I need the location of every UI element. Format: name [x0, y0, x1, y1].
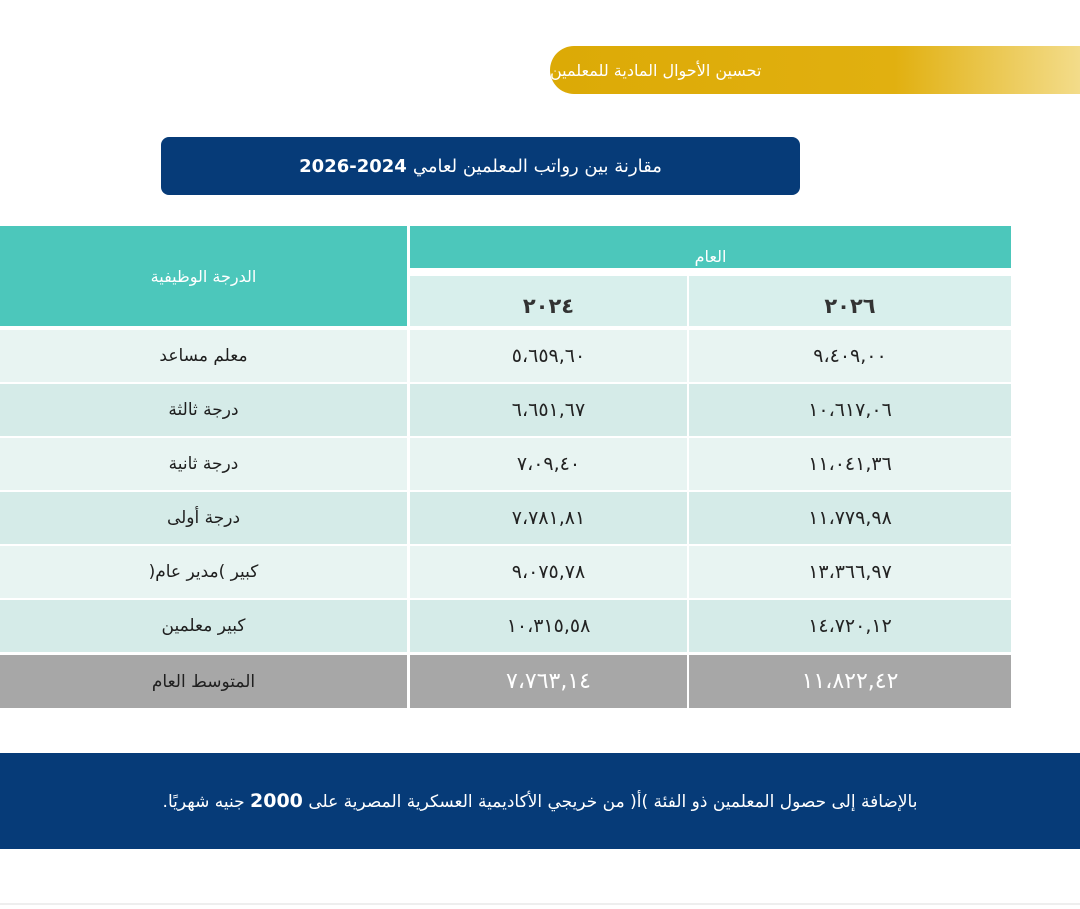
average-2024-cell [410, 655, 687, 708]
value-2026: ١٤،٧٢٠,١٢ [808, 615, 892, 637]
value-2026: ٩،٤٠٩,٠٠ [813, 345, 887, 367]
footer-text-after: جنيه شهريًا. [162, 792, 245, 812]
footer-note [0, 753, 1080, 849]
value-2024-cell [410, 438, 687, 490]
year-group-header-label: العام [694, 247, 727, 266]
value-2024: ٦،٦٥١,٦٧ [511, 399, 586, 421]
average-2026: ١١،٨٢٢,٤٢ [801, 669, 899, 694]
grade-column-header [0, 226, 407, 326]
value-2026: ١١،٠٤١,٣٦ [808, 453, 892, 475]
table-title-text: مقارنة بين رواتب المعلمين لعامي [412, 155, 662, 177]
section-banner [550, 46, 1080, 94]
value-2024-cell [410, 600, 687, 652]
value-2026-cell [689, 600, 1011, 652]
footer-note-text [163, 790, 918, 812]
value-2024-cell [410, 546, 687, 598]
table-row [0, 438, 407, 490]
year-2024-header [410, 276, 687, 326]
average-2026-cell [689, 655, 1011, 708]
year-2026-header [689, 276, 1011, 326]
grade-cell: كبير )مدير عام( [148, 562, 259, 582]
grade-cell: درجة ثالثة [168, 400, 239, 420]
value-2026-cell [689, 330, 1011, 382]
table-title-years: 2026-2024 [299, 155, 407, 177]
table-title [161, 137, 800, 195]
table-row [0, 330, 407, 382]
value-2024-cell [410, 330, 687, 382]
value-2026: ١١،٧٧٩,٩٨ [808, 507, 892, 529]
table-row [0, 546, 407, 598]
average-row [0, 655, 407, 708]
bottom-divider [0, 903, 1080, 905]
value-2026-cell [689, 384, 1011, 436]
value-2024-cell [410, 384, 687, 436]
salary-comparison-table [0, 226, 1012, 708]
value-2024: ٥،٦٥٩,٦٠ [511, 345, 586, 367]
year-group-header [410, 226, 1011, 268]
value-2024: ٧،٧٨١,٨١ [511, 507, 586, 529]
value-2026: ١٠،٦١٧,٠٦ [808, 399, 892, 421]
year-2026-header-label: ٢٠٢٦ [824, 294, 876, 318]
footer-text-before: بالإضافة إلى حصول المعلمين ذو الفئة )أ( من خريجي الأكاديمية العسكرية المصرية على [308, 792, 918, 812]
footer-amount: 2000 [250, 790, 303, 812]
value-2024: ٩،٠٧٥,٧٨ [511, 561, 586, 583]
grade-cell: كبير معلمين [161, 616, 246, 636]
average-label: المتوسط العام [151, 671, 256, 692]
value-2026-cell [689, 546, 1011, 598]
grade-cell: معلم مساعد [159, 346, 248, 366]
value-2024: ٧،٠٩,٤٠ [516, 453, 581, 475]
average-2024: ٧،٧٦٣,١٤ [506, 669, 591, 694]
value-2026-cell [689, 438, 1011, 490]
value-2026-cell [689, 492, 1011, 544]
grade-cell: درجة ثانية [168, 454, 239, 474]
grade-cell: درجة أولى [166, 508, 241, 528]
table-row [0, 492, 407, 544]
value-2024: ١٠،٣١٥,٥٨ [506, 615, 591, 637]
table-row [0, 384, 407, 436]
year-2024-header-label: ٢٠٢٤ [522, 294, 575, 318]
section-banner-text: تحسين الأحوال المادية للمعلمين [550, 60, 762, 80]
grade-column-header-label: الدرجة الوظيفية [150, 266, 257, 286]
table-row [0, 600, 407, 652]
value-2024-cell [410, 492, 687, 544]
value-2026: ١٣،٣٦٦,٩٧ [808, 561, 892, 583]
